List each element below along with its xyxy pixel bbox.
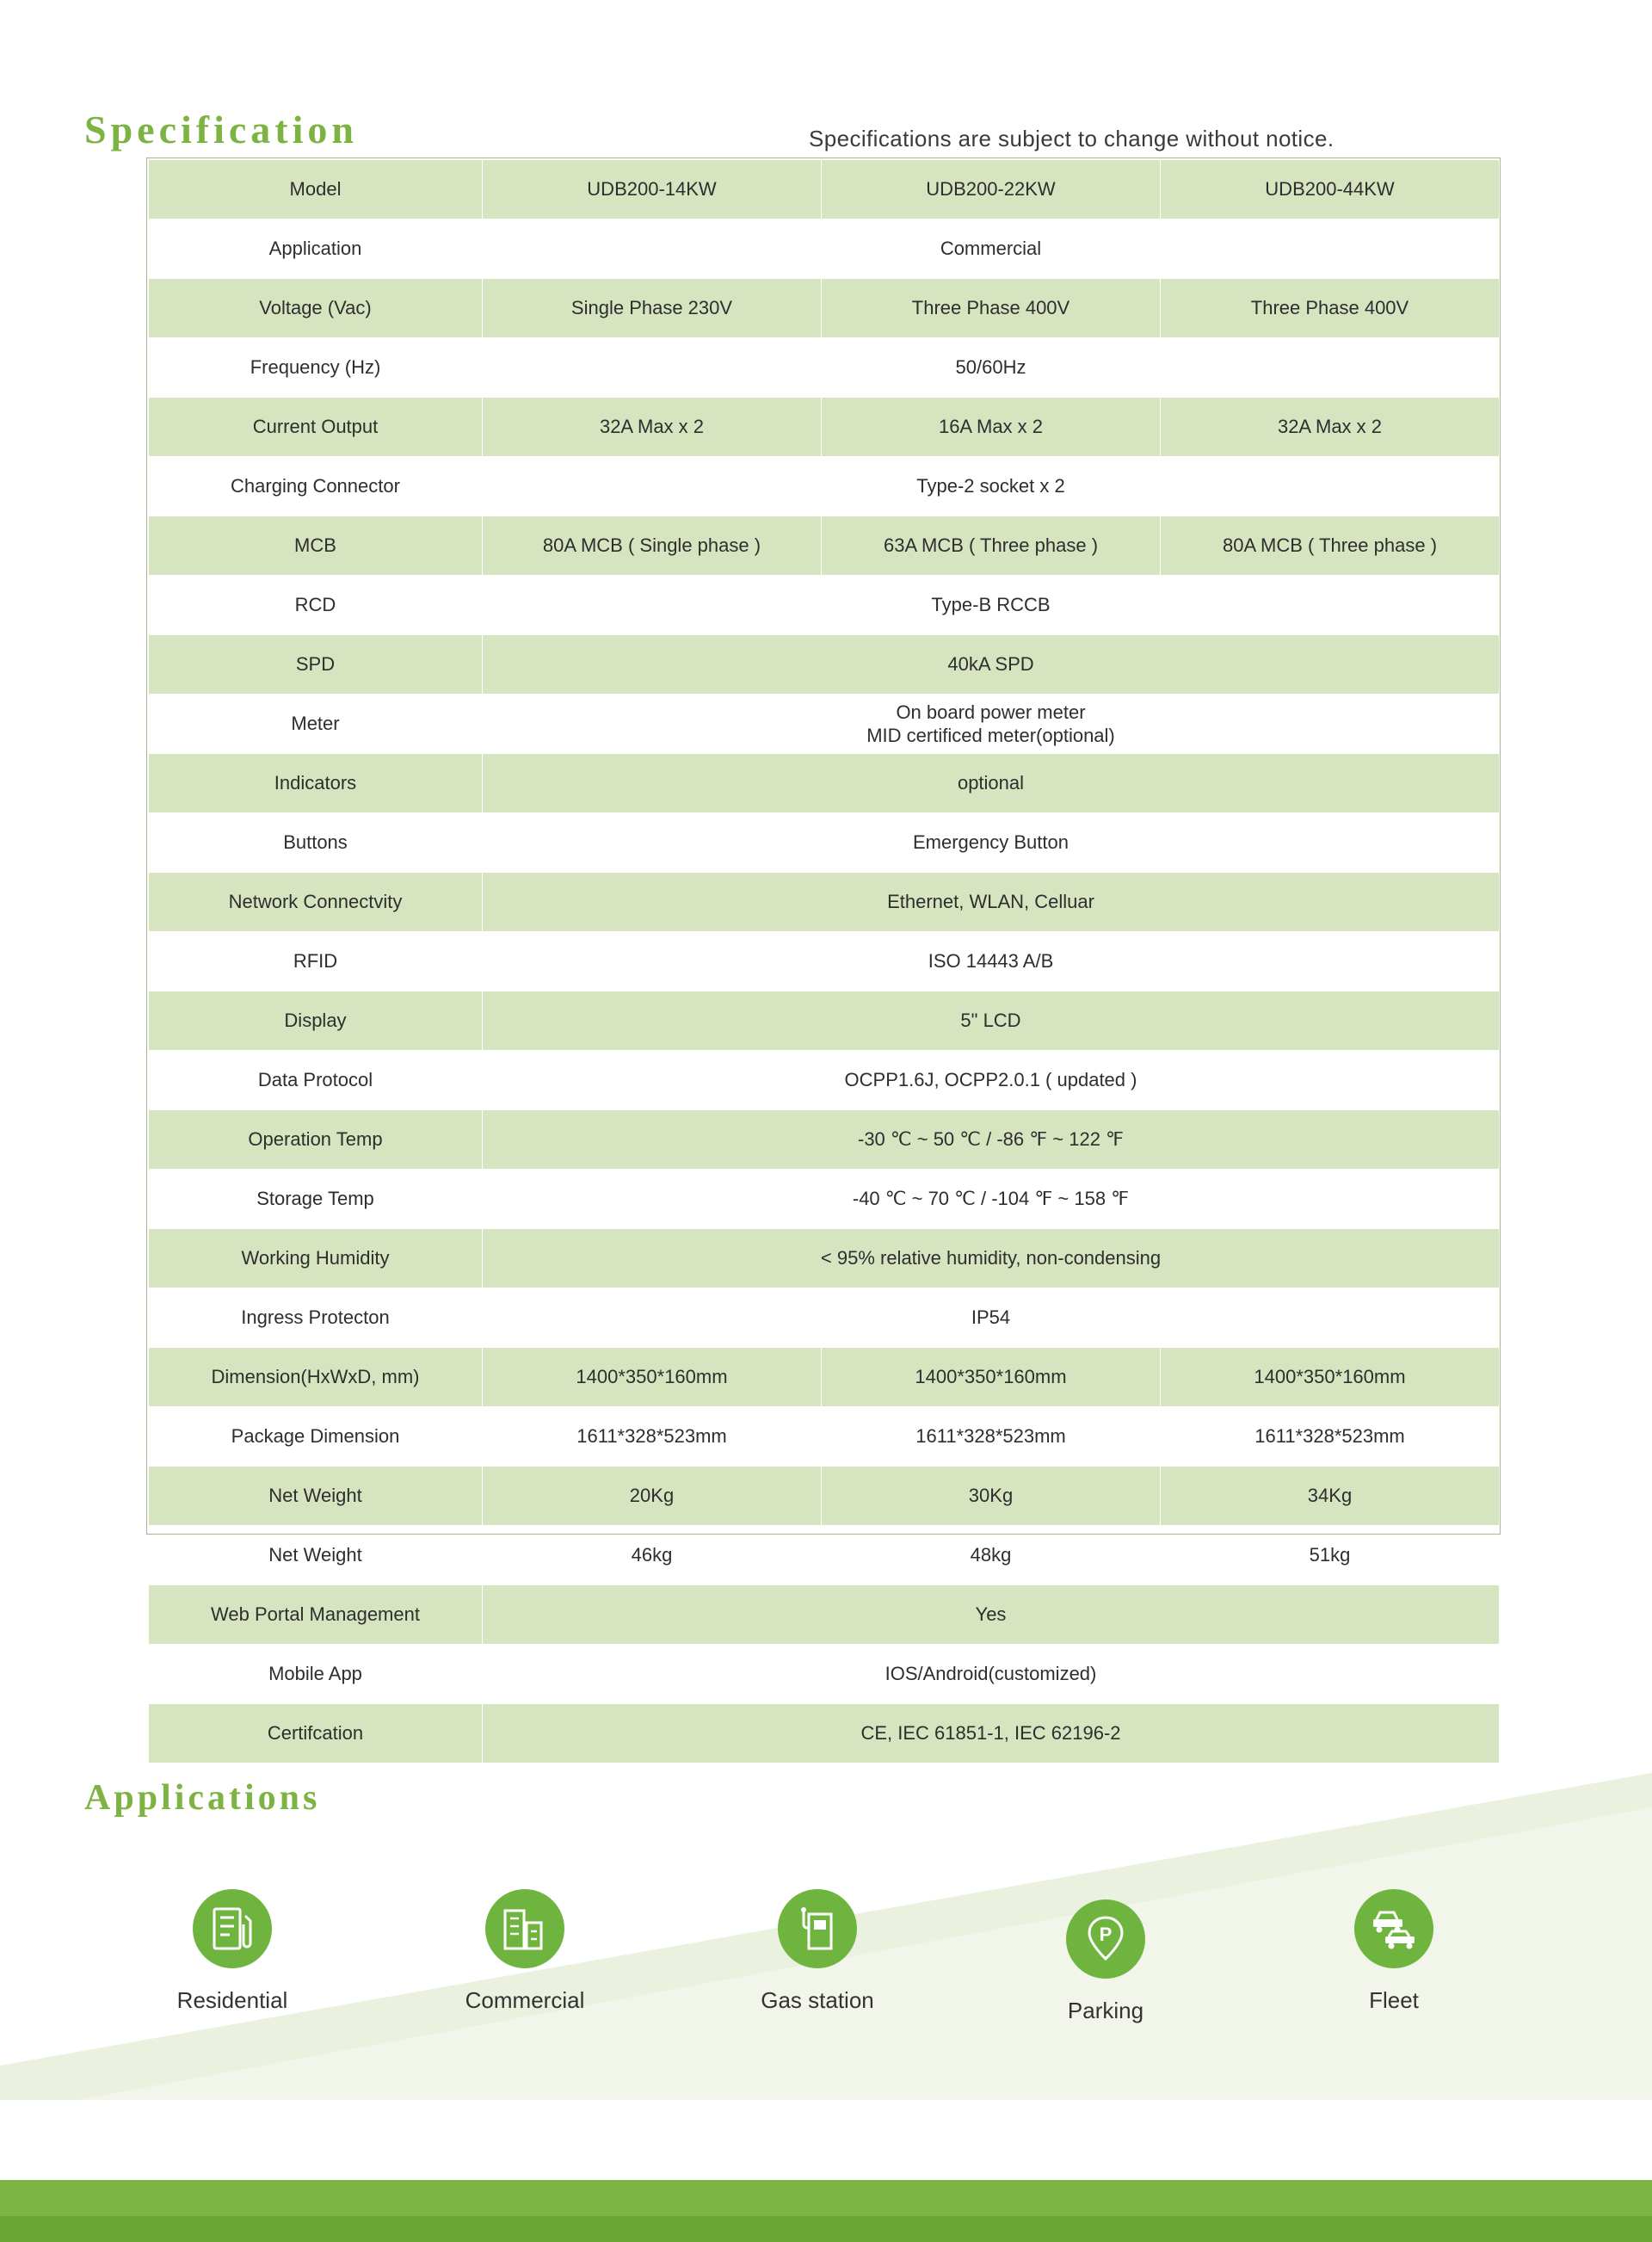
- spec-row-label: RCD: [149, 576, 483, 635]
- spec-row-label: Dimension(HxWxD, mm): [149, 1348, 483, 1407]
- application-item-fleet: [1282, 1889, 1506, 2014]
- spec-row-label: Certifcation: [149, 1704, 483, 1763]
- spec-row-value: On board power meter MID certificed meter(optional): [483, 695, 1500, 754]
- table-row: [149, 1407, 1500, 1467]
- parking-icon: [1066, 1899, 1145, 1979]
- applications-title: Applications: [84, 1778, 321, 1818]
- spec-row-label: Ingress Protecton: [149, 1288, 483, 1348]
- svg-text:P: P: [1099, 1924, 1113, 1945]
- spec-row-label: Buttons: [149, 813, 483, 873]
- table-row: [149, 279, 1500, 338]
- table-row: [149, 754, 1500, 813]
- spec-row-value: CE, IEC 61851-1, IEC 62196-2: [483, 1704, 1500, 1763]
- spec-row-label: Data Protocol: [149, 1051, 483, 1110]
- table-row: [149, 1288, 1500, 1348]
- table-row: [149, 1704, 1500, 1763]
- application-item-commercial: [413, 1889, 637, 2014]
- application-label: Gas station: [761, 1987, 874, 2013]
- page-title: Specification: [84, 108, 358, 151]
- spec-row-label: Display: [149, 991, 483, 1051]
- spec-row-value: IP54: [483, 1288, 1500, 1348]
- table-row: [149, 338, 1500, 398]
- spec-row-value: Type-B RCCB: [483, 576, 1500, 635]
- application-label: Parking: [1067, 1998, 1144, 2023]
- spec-row-value: UDB200-44KW: [1161, 160, 1500, 219]
- spec-row-value: 48kg: [822, 1526, 1161, 1585]
- spec-row-value: 1611*328*523mm: [822, 1407, 1161, 1467]
- spec-row-value: ISO 14443 A/B: [483, 932, 1500, 991]
- spec-row-value: Yes: [483, 1585, 1500, 1645]
- table-row: [149, 516, 1500, 576]
- spec-row-label: SPD: [149, 635, 483, 695]
- fleet-icon: [1354, 1889, 1433, 1968]
- spec-row-label: RFID: [149, 932, 483, 991]
- spec-row-label: Model: [149, 160, 483, 219]
- spec-row-label: Meter: [149, 695, 483, 754]
- spec-row-value: -30 ℃ ~ 50 ℃ / -86 ℉ ~ 122 ℉: [483, 1110, 1500, 1170]
- spec-row-label: Working Humidity: [149, 1229, 483, 1288]
- spec-row-value: 1400*350*160mm: [1161, 1348, 1500, 1407]
- spec-row-value: 16A Max x 2: [822, 398, 1161, 457]
- spec-row-label: MCB: [149, 516, 483, 576]
- table-row: [149, 932, 1500, 991]
- commercial-icon: [485, 1889, 564, 1968]
- gas-station-icon: [778, 1889, 857, 1968]
- spec-row-value: 50/60Hz: [483, 338, 1500, 398]
- table-row: [149, 635, 1500, 695]
- table-row: [149, 813, 1500, 873]
- table-row: [149, 1526, 1500, 1585]
- spec-row-label: Voltage (Vac): [149, 279, 483, 338]
- table-row: [149, 219, 1500, 279]
- spec-row-value: 63A MCB ( Three phase ): [822, 516, 1161, 576]
- spec-row-value: Emergency Button: [483, 813, 1500, 873]
- spec-row-value: OCPP1.6J, OCPP2.0.1 ( updated ): [483, 1051, 1500, 1110]
- table-row: [149, 160, 1500, 219]
- spec-row-label: Web Portal Management: [149, 1585, 483, 1645]
- table-row: [149, 457, 1500, 516]
- spec-row-value: Commercial: [483, 219, 1500, 279]
- spec-row-value: 20Kg: [483, 1467, 822, 1526]
- residential-icon: [193, 1889, 272, 1968]
- table-row: [149, 1051, 1500, 1110]
- table-row: [149, 576, 1500, 635]
- spec-row-value: optional: [483, 754, 1500, 813]
- table-row: [149, 873, 1500, 932]
- specification-header: [0, 59, 1652, 151]
- spec-row-label: Frequency (Hz): [149, 338, 483, 398]
- spec-row-value: 1400*350*160mm: [483, 1348, 822, 1407]
- application-item-residential: [120, 1889, 344, 2014]
- spec-row-value: 40kA SPD: [483, 635, 1500, 695]
- spec-row-label: Package Dimension: [149, 1407, 483, 1467]
- spec-row-label: Net Weight: [149, 1526, 483, 1585]
- spec-row-label: Charging Connector: [149, 457, 483, 516]
- spec-row-value: UDB200-22KW: [822, 160, 1161, 219]
- spec-row-label: Current Output: [149, 398, 483, 457]
- application-label: Fleet: [1369, 1987, 1419, 2013]
- table-row: [149, 1585, 1500, 1645]
- spec-row-value: Type-2 socket x 2: [483, 457, 1500, 516]
- spec-row-label: Mobile App: [149, 1645, 483, 1704]
- spec-row-value: -40 ℃ ~ 70 ℃ / -104 ℉ ~ 158 ℉: [483, 1170, 1500, 1229]
- table-row: [149, 1229, 1500, 1288]
- spec-row-value: 80A MCB ( Single phase ): [483, 516, 822, 576]
- spec-row-value: 80A MCB ( Three phase ): [1161, 516, 1500, 576]
- specification-table-wrap: [148, 159, 1499, 1763]
- application-item-parking: [994, 1899, 1217, 2024]
- table-row: [149, 1645, 1500, 1704]
- spec-row-value: 51kg: [1161, 1526, 1500, 1585]
- spec-row-value: 34Kg: [1161, 1467, 1500, 1526]
- table-row: [149, 1467, 1500, 1526]
- spec-row-value: IOS/Android(customized): [483, 1645, 1500, 1704]
- application-label: Commercial: [465, 1987, 585, 2013]
- table-row: [149, 1170, 1500, 1229]
- spec-row-value: 1611*328*523mm: [1161, 1407, 1500, 1467]
- spec-row-label: Network Connectvity: [149, 873, 483, 932]
- applications-row: [0, 1881, 1652, 2139]
- footer-bar: [0, 2180, 1652, 2242]
- spec-row-value: < 95% relative humidity, non-condensing: [483, 1229, 1500, 1288]
- spec-row-value: Three Phase 400V: [822, 279, 1161, 338]
- spec-row-value: 1611*328*523mm: [483, 1407, 822, 1467]
- spec-row-label: Net Weight: [149, 1467, 483, 1526]
- spec-row-value: 32A Max x 2: [1161, 398, 1500, 457]
- spec-row-value: 5" LCD: [483, 991, 1500, 1051]
- footer-bar-accent: [0, 2216, 1652, 2242]
- spec-row-value: Ethernet, WLAN, Celluar: [483, 873, 1500, 932]
- table-row: [149, 1110, 1500, 1170]
- application-item-gas-station: [706, 1889, 929, 2014]
- spec-row-label: Indicators: [149, 754, 483, 813]
- spec-row-value: 1400*350*160mm: [822, 1348, 1161, 1407]
- spec-row-value: UDB200-14KW: [483, 160, 822, 219]
- spec-row-value: 46kg: [483, 1526, 822, 1585]
- specification-note: Specifications are subject to change without notice.: [809, 126, 1335, 151]
- application-label: Residential: [176, 1987, 288, 2013]
- table-row: [149, 695, 1500, 754]
- spec-row-label: Application: [149, 219, 483, 279]
- spec-row-value: Single Phase 230V: [483, 279, 822, 338]
- table-row: [149, 991, 1500, 1051]
- table-row: [149, 1348, 1500, 1407]
- spec-row-label: Storage Temp: [149, 1170, 483, 1229]
- spec-row-value: 32A Max x 2: [483, 398, 822, 457]
- table-row: [149, 398, 1500, 457]
- spec-row-value: 30Kg: [822, 1467, 1161, 1526]
- spec-row-value: Three Phase 400V: [1161, 279, 1500, 338]
- spec-row-label: Operation Temp: [149, 1110, 483, 1170]
- specification-table: [148, 159, 1500, 1763]
